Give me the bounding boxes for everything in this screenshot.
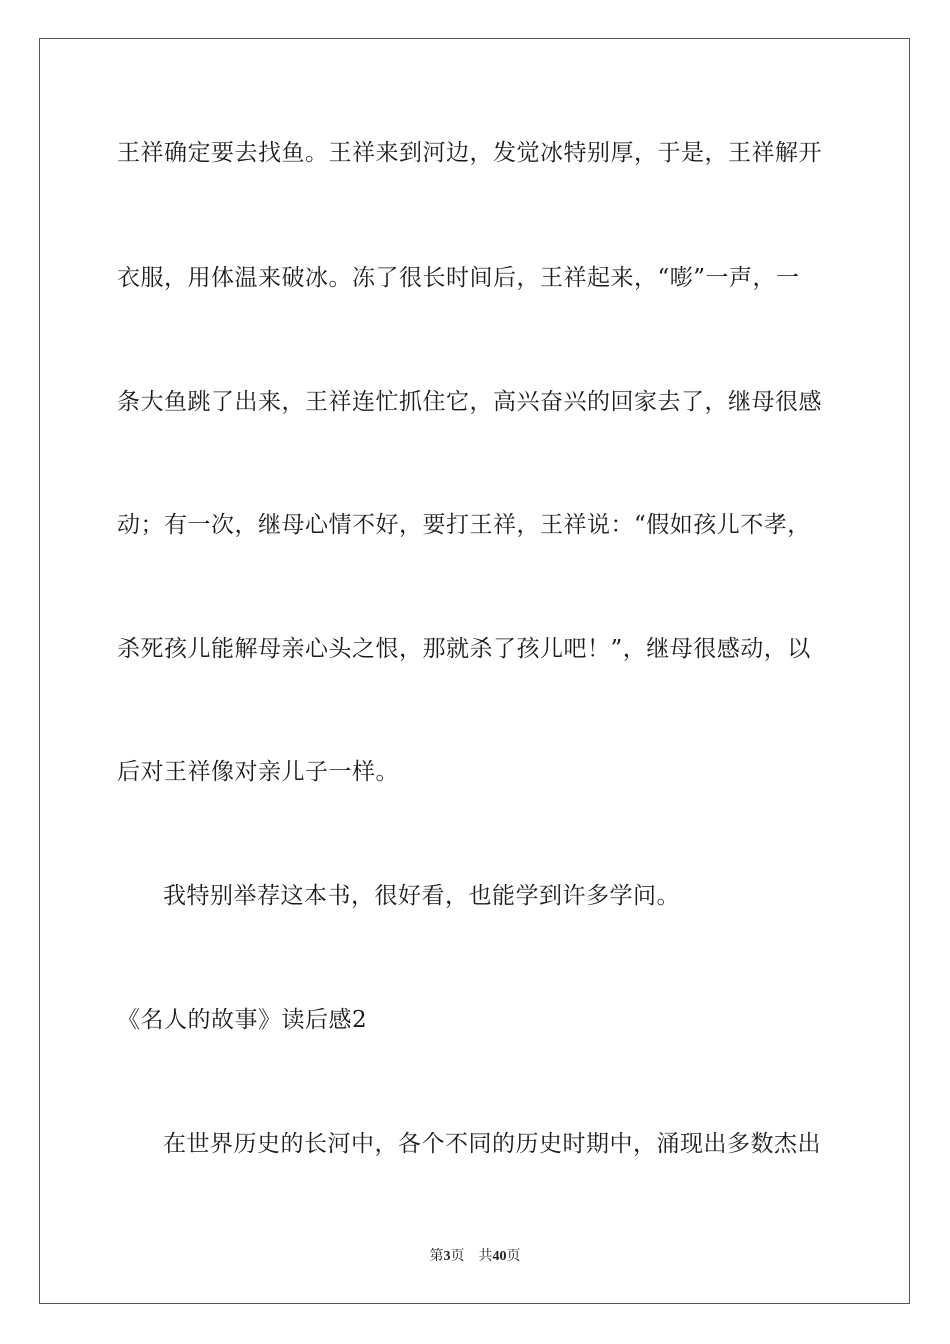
body-line-4: 动；有一次，继母心情不好，要打王祥，王祥说：“假如孩儿不孝， — [117, 512, 811, 538]
footer-page-suffix: 页 — [450, 1248, 465, 1264]
footer-total-pages: 40 — [492, 1249, 507, 1264]
body-line-1: 王祥确定要去找鱼。王祥来到河边，发觉冰特别厚，于是，王祥解开 — [117, 140, 822, 166]
page-border — [39, 38, 910, 1304]
section-title: 《名人的故事》读后感2 — [117, 1007, 368, 1033]
body-line-5: 杀死孩儿能解母亲心头之恨，那就杀了孩儿吧！”，继母很感动，以 — [117, 636, 811, 662]
footer-total-prefix: 共 — [478, 1248, 493, 1264]
body-line-2: 衣服，用体温来破冰。冻了很长时间后，王祥起来，“嘭”一声，一 — [117, 265, 800, 291]
recommendation-paragraph: 我特别举荐这本书，很好看，也能学到许多学问。 — [163, 883, 680, 909]
page-footer — [0, 1247, 950, 1266]
body-line-next-section: 在世界历史的长河中，各个不同的历史时期中，涌现出多数杰出 — [163, 1131, 821, 1157]
body-line-6: 后对王祥像对亲儿子一样。 — [117, 759, 399, 785]
footer-total-suffix: 页 — [506, 1248, 521, 1264]
footer-page-number: 3 — [443, 1249, 451, 1264]
footer-page-prefix: 第 — [429, 1248, 444, 1264]
body-line-3: 条大鱼跳了出来，王祥连忙抓住它，高兴奋兴的回家去了，继母很感 — [117, 389, 822, 415]
